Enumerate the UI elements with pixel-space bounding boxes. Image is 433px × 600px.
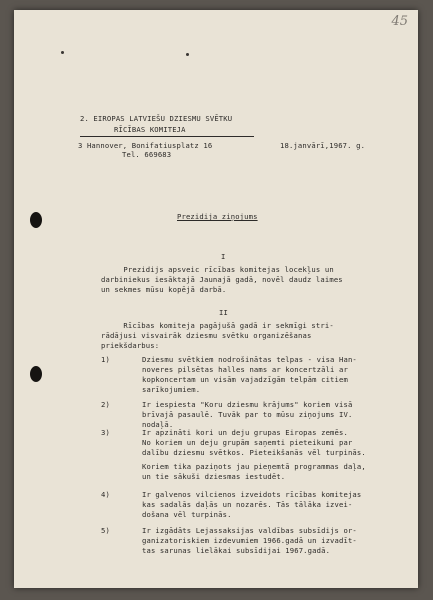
org-name-line1: 2. EIROPAS LATVIEŠU DZIESMU SVĒTKU	[80, 114, 233, 123]
list-item-line: došana vēl turpinās.	[142, 510, 232, 519]
org-address: 3 Hannover, Bonifatiusplatz 16	[78, 141, 213, 150]
list-item-line: Dziesmu svētkiem nodrošinātas telpas - visa Han-	[142, 355, 357, 364]
list-item-line: kopkoncertam un visām vajadzīgām telpām citiem	[142, 375, 348, 384]
list-item-line: ganizatoriskiem izdevumiem 1966.gadā un izvadīt-	[142, 536, 357, 545]
list-item-line: Ir izgādāts Lejassaksijas valdības subsīdijs or-	[142, 526, 357, 535]
section-numeral-2: II	[219, 308, 228, 317]
list-item-line: un tie sākuši dziesmas iestudēt.	[142, 472, 286, 481]
list-item-line: noveres pilsētas halles nams ar koncertzāli ar	[142, 365, 348, 374]
list-item-line: brīvajā pasaulē. Tuvāk par to mūsu ziņojums IV.	[142, 410, 353, 419]
section-2-intro: rādājusi visvairāk dziesmu svētku organizēšanas	[101, 331, 312, 340]
list-item-line: nodaļā.	[142, 420, 174, 429]
list-item-line: dalību dziesmu svētkos. Pieteikšanās vēl turpinās.	[142, 448, 366, 457]
document-title: Prezidija ziņojums	[177, 212, 258, 221]
org-name-line2: RĪCĪBAS KOMITEJA	[114, 125, 186, 134]
document-body	[14, 10, 418, 588]
list-item-line: Ir galvenos vilcienos izveidots rīcības komitejas	[142, 490, 362, 499]
list-item-number: 3)	[101, 428, 110, 437]
list-item-number: 5)	[101, 526, 110, 535]
page-number: 45	[391, 14, 408, 29]
list-item-line: Ir iespiesta "Koru dziesmu krājums" koriem visā	[142, 400, 353, 409]
list-item-line: Ir apzināti kori un deju grupas Eiropas zemēs.	[142, 428, 348, 437]
section-2-intro: Rīcības komiteja pagājušā gadā ir sekmīgi stri-	[101, 321, 334, 330]
list-item-line: No koriem un deju grupām saņemti pieteikumi par	[142, 438, 353, 447]
list-item-line: kas sadalās daļās un nozarēs. Tās tālāka izvei-	[142, 500, 353, 509]
header-rule	[80, 136, 254, 137]
list-item-number: 2)	[101, 400, 110, 409]
list-item-line: Koriem tika paziņots jau pieņemtā programmas daļa,	[142, 462, 366, 471]
section-1-line: Prezidijs apsveic rīcības komitejas locekļus un	[101, 265, 334, 274]
section-2-intro: priekšdarbus:	[101, 341, 160, 350]
section-1-line: darbiniekus iesāktajā Jaunajā gadā, novēl daudz laimes	[101, 275, 343, 284]
list-item-number: 1)	[101, 355, 110, 364]
list-item-line: tas sarunas lielākai subsīdijai 1967.gadā.	[142, 546, 331, 555]
letter-date: 18.janvārī,1967. g.	[280, 141, 366, 150]
list-item-number: 4)	[101, 490, 110, 499]
document-page	[14, 10, 418, 588]
org-telephone: Tel. 669683	[122, 150, 172, 159]
section-1-line: un sekmes mūsu kopējā darbā.	[101, 285, 227, 294]
list-item-line: sarīkojumiem.	[142, 385, 201, 394]
section-numeral-1: I	[221, 252, 226, 261]
